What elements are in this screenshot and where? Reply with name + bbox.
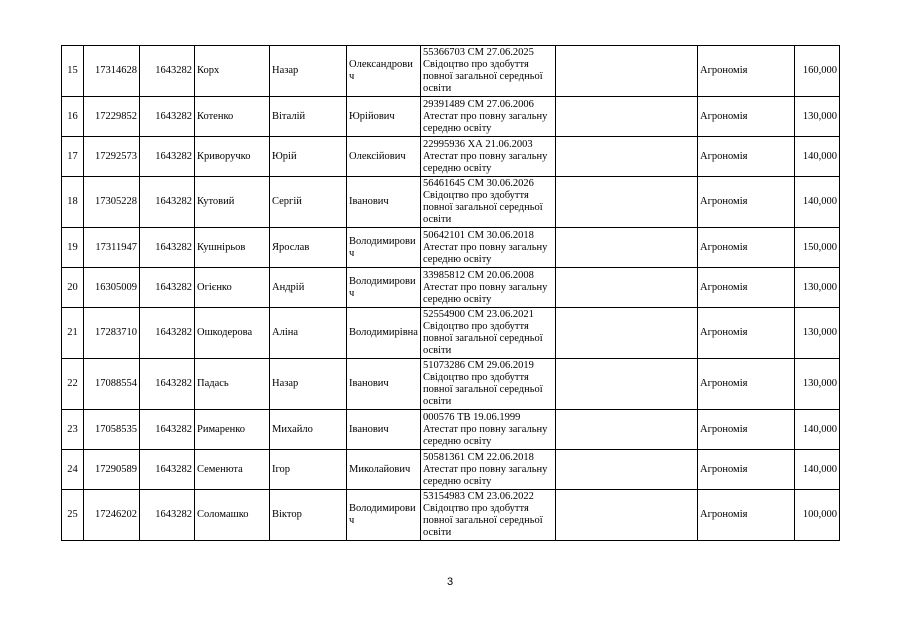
program-code: 1643282 [140,177,195,228]
surname-cell: Ошкодерова [195,308,270,359]
document-type: Свідоцтво про здобуття повної загальної середньої освіти [423,59,543,94]
document-type: Атестат про повну загальну середню освіту [423,423,548,447]
education-document-cell [421,359,556,410]
score-cell: 140,000 [795,137,840,177]
education-document-cell [421,46,556,97]
applicant-id: 17305228 [84,177,140,228]
document-number: 52554900 СМ 23.06.2021 [423,309,534,320]
applicant-id: 17283710 [84,308,140,359]
program-code: 1643282 [140,359,195,410]
patronymic-cell: Іванович [347,177,421,228]
surname-cell: Падась [195,359,270,410]
table-row [62,490,840,541]
table-row [62,46,840,97]
specialty-cell: Агрономія [698,410,795,450]
applicant-id: 17088554 [84,359,140,410]
applicant-id: 17229852 [84,97,140,137]
first-name-cell: Юрій [270,137,347,177]
first-name-cell: Андрій [270,268,347,308]
applicant-id: 16305009 [84,268,140,308]
document-number: 55366703 СМ 27.06.2025 [423,47,534,58]
specialty-cell: Агрономія [698,450,795,490]
first-name-cell: Назар [270,46,347,97]
score-cell: 150,000 [795,228,840,268]
document-number: 50581361 СМ 22.06.2018 [423,451,534,463]
table-row [62,410,840,450]
empty-cell [556,410,698,450]
education-document-cell [421,268,556,308]
document-type: Атестат про повну загальну середню освіту [423,150,548,174]
specialty-cell: Агрономія [698,490,795,541]
table-row [62,268,840,308]
table-body [62,46,840,541]
row-number: 20 [62,268,84,308]
document-type: Атестат про повну загальну середню освіту [423,110,548,134]
empty-cell [556,490,698,541]
applicant-id: 17058535 [84,410,140,450]
education-document-cell [421,410,556,450]
score-cell: 130,000 [795,308,840,359]
patronymic-cell: Володимирович [347,268,421,308]
score-cell: 140,000 [795,177,840,228]
applicant-id: 17311947 [84,228,140,268]
row-number: 24 [62,450,84,490]
empty-cell [556,97,698,137]
document-number: 000576 ТВ 19.06.1999 [423,411,521,423]
program-code: 1643282 [140,450,195,490]
applicant-id: 17292573 [84,137,140,177]
document-type: Свідоцтво про здобуття повної загальної середньої освіти [423,321,543,356]
program-code: 1643282 [140,228,195,268]
table-row [62,450,840,490]
patronymic-cell: Іванович [347,359,421,410]
table-row [62,308,840,359]
table-row [62,177,840,228]
surname-cell: Котенко [195,97,270,137]
empty-cell [556,46,698,97]
document-type: Свідоцтво про здобуття повної загальної середньої освіти [423,372,543,407]
document-type: Свідоцтво про здобуття повної загальної середньої освіти [423,503,543,538]
row-number: 16 [62,97,84,137]
program-code: 1643282 [140,137,195,177]
patronymic-cell: Олександрович [347,46,421,97]
program-code: 1643282 [140,490,195,541]
page-number: 3 [446,576,454,588]
row-number: 18 [62,177,84,228]
specialty-cell: Агрономія [698,268,795,308]
row-number: 17 [62,137,84,177]
row-number: 21 [62,308,84,359]
first-name-cell: Аліна [270,308,347,359]
document-number: 50642101 СМ 30.06.2018 [423,229,534,241]
empty-cell [556,177,698,228]
patronymic-cell: Олексійович [347,137,421,177]
specialty-cell: Агрономія [698,46,795,97]
surname-cell: Кутовий [195,177,270,228]
first-name-cell: Назар [270,359,347,410]
document-number: 53154983 СМ 23.06.2022 [423,491,534,502]
surname-cell: Соломашко [195,490,270,541]
program-code: 1643282 [140,268,195,308]
education-document-cell [421,177,556,228]
table-row [62,137,840,177]
program-code: 1643282 [140,97,195,137]
program-code: 1643282 [140,308,195,359]
score-cell: 160,000 [795,46,840,97]
empty-cell [556,228,698,268]
document-type: Свідоцтво про здобуття повної загальної середньої освіти [423,190,543,225]
applicants-table [61,45,840,541]
document-number: 33985812 СМ 20.06.2008 [423,269,534,281]
education-document-cell [421,450,556,490]
document-type: Атестат про повну загальну середню освіту [423,241,548,265]
education-document-cell [421,97,556,137]
patronymic-cell: Миколайович [347,450,421,490]
patronymic-cell: Юрійович [347,97,421,137]
patronymic-cell: Іванович [347,410,421,450]
surname-cell: Огієнко [195,268,270,308]
applicant-id: 17246202 [84,490,140,541]
education-document-cell [421,490,556,541]
document-number: 51073286 СМ 29.06.2019 [423,360,534,371]
row-number: 22 [62,359,84,410]
program-code: 1643282 [140,46,195,97]
first-name-cell: Сергій [270,177,347,228]
specialty-cell: Агрономія [698,137,795,177]
patronymic-cell: Володимирівна [347,308,421,359]
row-number: 23 [62,410,84,450]
table-row [62,228,840,268]
row-number: 15 [62,46,84,97]
surname-cell: Семенюта [195,450,270,490]
applicant-id: 17290589 [84,450,140,490]
document-number: 29391489 СМ 27.06.2006 [423,98,534,110]
document-type: Атестат про повну загальну середню освіту [423,281,548,305]
score-cell: 130,000 [795,97,840,137]
first-name-cell: Ярослав [270,228,347,268]
empty-cell [556,137,698,177]
table-row [62,97,840,137]
first-name-cell: Михайло [270,410,347,450]
specialty-cell: Агрономія [698,228,795,268]
table-row [62,359,840,410]
empty-cell [556,268,698,308]
score-cell: 140,000 [795,410,840,450]
document-number: 22995936 ХА 21.06.2003 [423,138,533,150]
first-name-cell: Віталій [270,97,347,137]
document-number: 56461645 СМ 30.06.2026 [423,178,534,189]
surname-cell: Римаренко [195,410,270,450]
score-cell: 130,000 [795,268,840,308]
specialty-cell: Агрономія [698,359,795,410]
surname-cell: Корх [195,46,270,97]
education-document-cell [421,308,556,359]
row-number: 19 [62,228,84,268]
patronymic-cell: Володимирович [347,490,421,541]
education-document-cell [421,137,556,177]
surname-cell: Кушнірьов [195,228,270,268]
first-name-cell: Віктор [270,490,347,541]
score-cell: 140,000 [795,450,840,490]
score-cell: 130,000 [795,359,840,410]
empty-cell [556,359,698,410]
document-type: Атестат про повну загальну середню освіту [423,463,548,487]
applicant-id: 17314628 [84,46,140,97]
empty-cell [556,450,698,490]
row-number: 25 [62,490,84,541]
score-cell: 100,000 [795,490,840,541]
education-document-cell [421,228,556,268]
empty-cell [556,308,698,359]
patronymic-cell: Володимирович [347,228,421,268]
first-name-cell: Ігор [270,450,347,490]
specialty-cell: Агрономія [698,308,795,359]
specialty-cell: Агрономія [698,97,795,137]
program-code: 1643282 [140,410,195,450]
surname-cell: Криворучко [195,137,270,177]
specialty-cell: Агрономія [698,177,795,228]
